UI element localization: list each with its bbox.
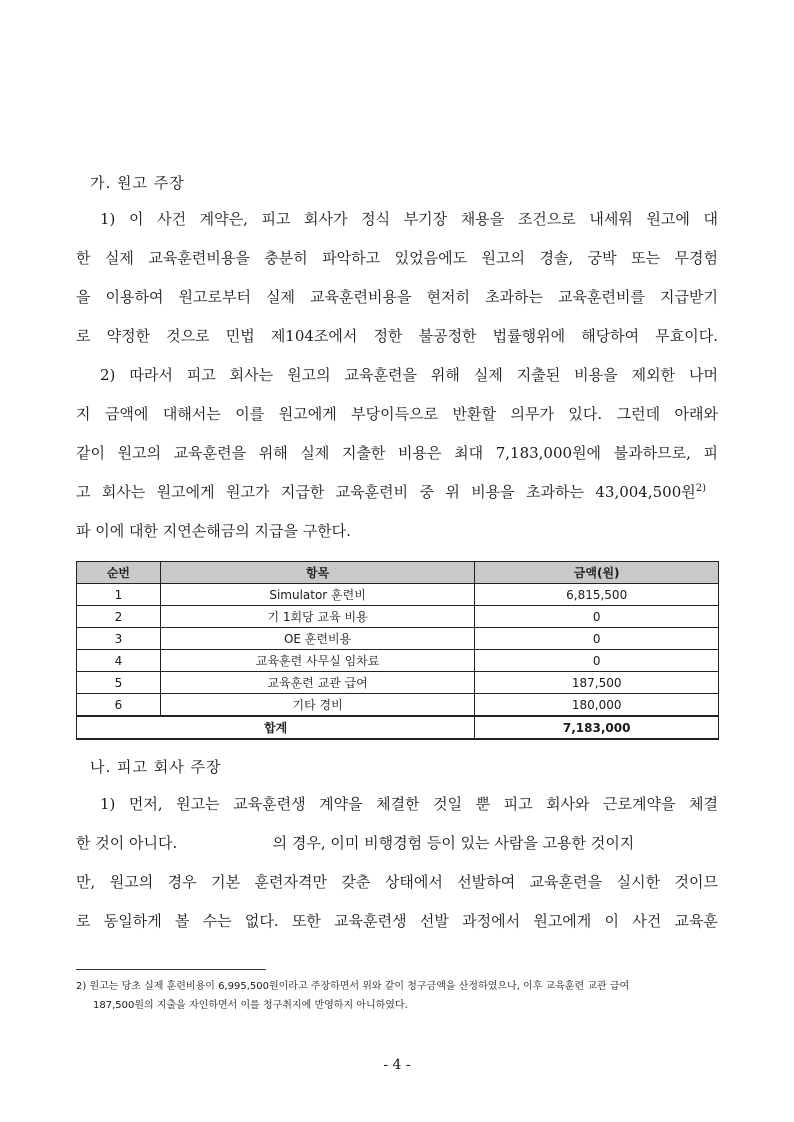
section-a-title: 가. 원고 주장 bbox=[90, 174, 185, 192]
footnote bbox=[76, 977, 722, 1015]
section-a-para1-line: 한 실제 교육훈련비용을 충분히 파악하고 있었음에도 원고의 경솔, 궁박 또는 무경험 bbox=[76, 249, 718, 267]
footnote-line: 187,500원의 지출을 자인하면서 이를 청구취지에 반영하지 아니하였다. bbox=[93, 1000, 408, 1011]
cell-amount: 6,815,500 bbox=[475, 584, 719, 606]
section-a-para1-line: 로 약정한 것으로 민법 제104조에서 정한 불공정한 법률행위에 해당하여 무효이다. bbox=[76, 327, 718, 345]
section-a-para2-line bbox=[76, 481, 706, 502]
cell-amount: 0 bbox=[475, 650, 719, 672]
total-label: 합계 bbox=[77, 716, 475, 739]
column-header-no: 순번 bbox=[77, 562, 161, 584]
cell-no: 5 bbox=[77, 672, 161, 694]
section-b-para1-line: 1) 먼저, 원고는 교육훈련생 계약을 체결한 것일 뿐 피고 회사와 근로계약을 체결 bbox=[100, 795, 718, 813]
cell-item: Simulator 훈련비 bbox=[160, 584, 474, 606]
footnote-marker: 2) bbox=[695, 483, 706, 494]
cost-table bbox=[76, 561, 719, 740]
section-a-para2-line: 같이 원고의 교육훈련을 위해 실제 지출한 비용은 최대 7,183,000원에 불과하므로, 피 bbox=[76, 444, 718, 462]
cell-amount: 0 bbox=[475, 606, 719, 628]
total-amount: 7,183,000 bbox=[475, 716, 719, 739]
column-header-amount: 금액(원) bbox=[475, 562, 719, 584]
column-header-item: 항목 bbox=[160, 562, 474, 584]
cell-amount: 180,000 bbox=[475, 694, 719, 717]
cell-item: 기 1회당 교육 비용 bbox=[160, 606, 474, 628]
section-a-para2-text: 고 회사는 원고에게 원고가 지급한 교육훈련비 중 위 비용을 초과하는 43,004,500원 bbox=[76, 483, 696, 501]
footnote-divider bbox=[76, 969, 266, 970]
table-row bbox=[77, 584, 719, 606]
footnote-line: 2) 원고는 당초 실제 훈련비용이 6,995,500원이라고 주장하면서 위와 같이 청구금액을 산정하였으나, 이후 교육훈련 교관 급여 bbox=[76, 981, 630, 992]
table-header-row bbox=[77, 562, 719, 584]
section-a-para2-line: 지 금액에 대해서는 이를 원고에게 부당이득으로 반환할 의무가 있다. 그런데 아래와 bbox=[76, 405, 718, 423]
table-row bbox=[77, 628, 719, 650]
section-a-para1-line: 1) 이 사건 계약은, 피고 회사가 정식 부기장 채용을 조건으로 내세워 원고에 대 bbox=[100, 210, 718, 228]
cell-no: 4 bbox=[77, 650, 161, 672]
section-b-para1-line: 만, 원고의 경우 기본 훈련자격만 갖춘 상태에서 선발하여 교육훈련을 실시한 것이므 bbox=[76, 873, 718, 891]
section-b-para1-line: 한 것이 아니다. 의 경우, 이미 비행경험 등이 있는 사람을 고용한 것이지 bbox=[76, 834, 635, 852]
cell-no: 1 bbox=[77, 584, 161, 606]
section-a-para1-line: 을 이용하여 원고로부터 실제 교육훈련비용을 현저히 초과하는 교육훈련비를 지급받기 bbox=[76, 288, 718, 306]
section-b-title: 나. 피고 회사 주장 bbox=[90, 758, 222, 776]
cell-amount: 187,500 bbox=[475, 672, 719, 694]
table-row bbox=[77, 694, 719, 717]
section-b-para1-line: 로 동일하게 볼 수는 없다. 또한 교육훈련생 선발 과정에서 원고에게 이 사건 교육훈 bbox=[76, 912, 718, 930]
cell-no: 3 bbox=[77, 628, 161, 650]
table-row bbox=[77, 650, 719, 672]
section-a-para2-line: 2) 따라서 피고 회사는 원고의 교육훈련을 위해 실제 지출된 비용을 제외한 나머 bbox=[100, 366, 718, 384]
table-row bbox=[77, 672, 719, 694]
cell-no: 2 bbox=[77, 606, 161, 628]
page-number: - 4 - bbox=[383, 1057, 411, 1073]
cell-item: 교육훈련 사무실 임차료 bbox=[160, 650, 474, 672]
cell-item: 교육훈련 교관 급여 bbox=[160, 672, 474, 694]
cell-no: 6 bbox=[77, 694, 161, 717]
cell-item: 기타 경비 bbox=[160, 694, 474, 717]
table-total-row bbox=[77, 716, 719, 739]
cell-item: OE 훈련비용 bbox=[160, 628, 474, 650]
cell-amount: 0 bbox=[475, 628, 719, 650]
table-row bbox=[77, 606, 719, 628]
section-a-para2-line: 파 이에 대한 지연손해금의 지급을 구한다. bbox=[76, 522, 351, 540]
